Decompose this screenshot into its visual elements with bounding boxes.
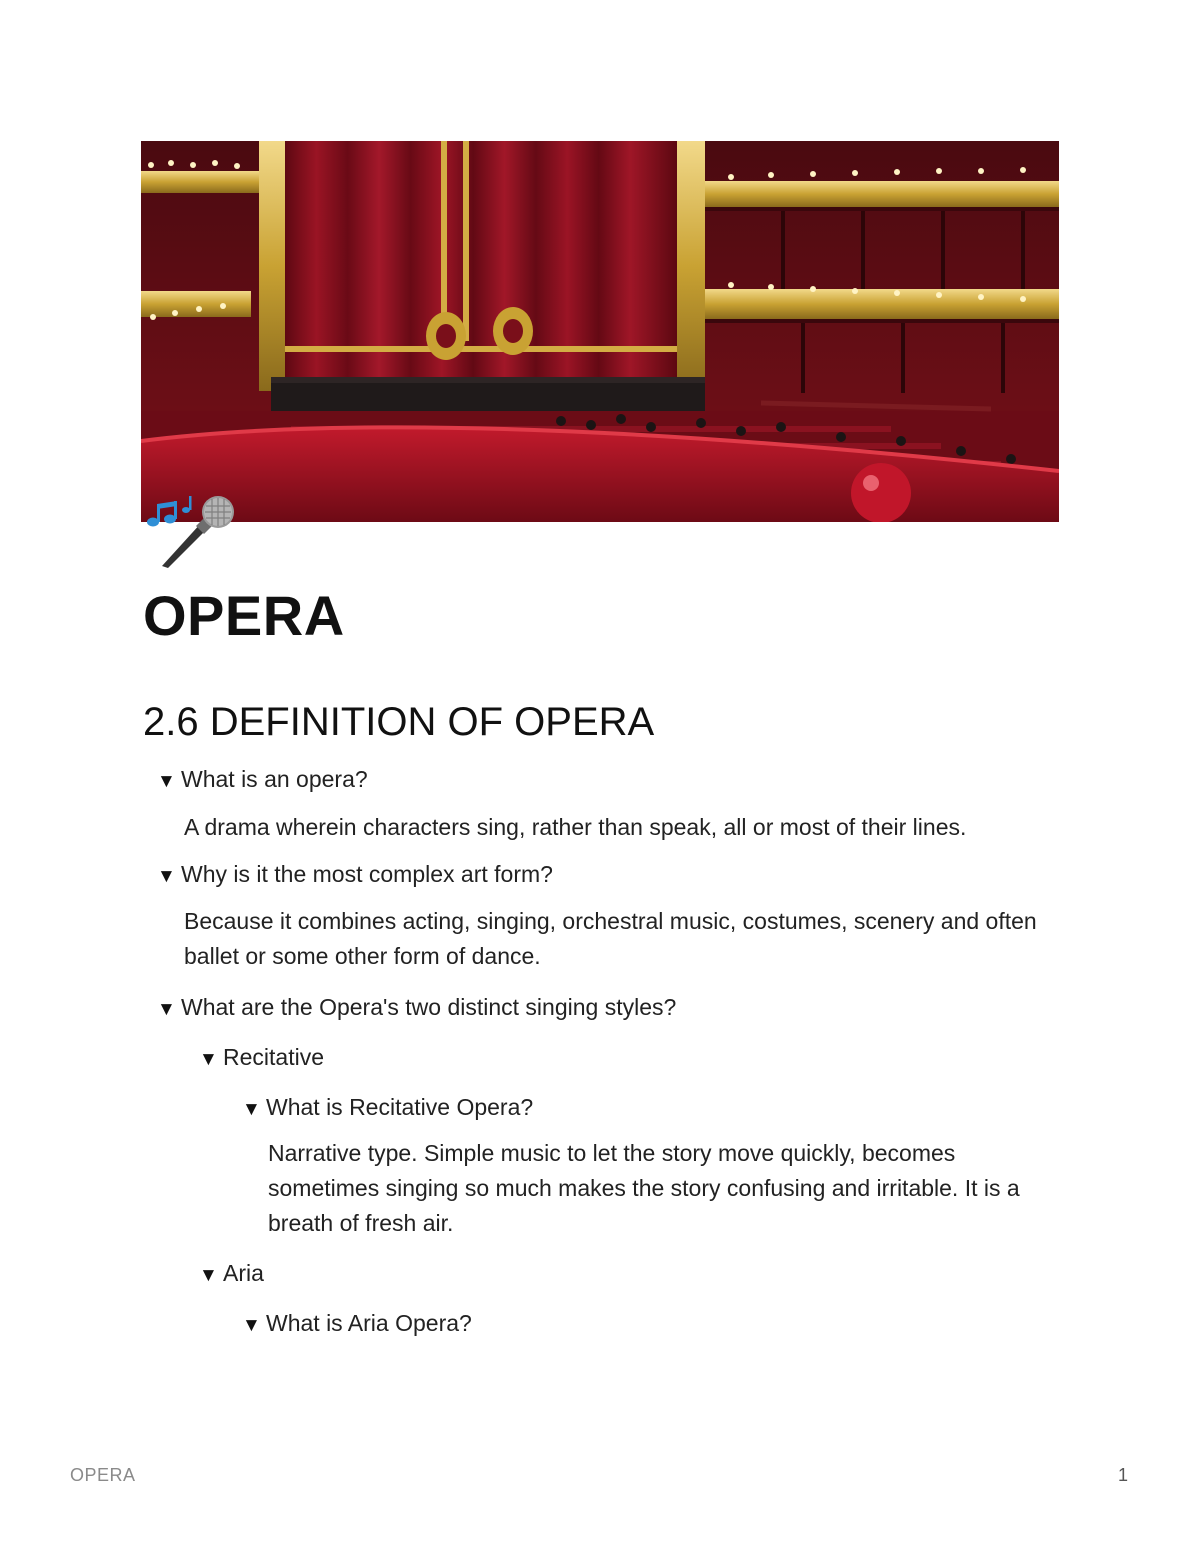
toggle-label: What is Aria Opera?: [266, 1310, 472, 1336]
toggle-answer: Narrative type. Simple music to let the story move quickly, becomes sometimes singing so much makes the story confusing and irritable. It is a breath of fresh air.: [268, 1140, 1020, 1236]
triangle-down-icon[interactable]: ▼: [199, 1049, 218, 1070]
toggle-what-is-recitative[interactable]: [242, 1090, 533, 1127]
toggle-label: What are the Opera's two distinct singing styles?: [181, 994, 677, 1020]
toggle-label: Aria: [223, 1260, 264, 1286]
triangle-down-icon[interactable]: ▼: [199, 1265, 218, 1286]
cover-image: [141, 141, 1059, 522]
toggle-answer: Because it combines acting, singing, orchestral music, costumes, scenery and often ballet or some other form of dance.: [184, 908, 1037, 969]
triangle-down-icon[interactable]: ▼: [157, 999, 176, 1020]
toggle-singing-styles[interactable]: [157, 990, 676, 1027]
toggle-label: What is Recitative Opera?: [266, 1094, 534, 1120]
footer-label: OPERA: [70, 1465, 136, 1485]
toggle-complex-art-form[interactable]: [157, 857, 553, 894]
triangle-down-icon[interactable]: ▼: [242, 1315, 261, 1336]
triangle-down-icon[interactable]: ▼: [242, 1099, 261, 1120]
toggle-recitative[interactable]: [199, 1040, 324, 1077]
toggle-label: Recitative: [223, 1044, 324, 1070]
triangle-down-icon[interactable]: ▼: [157, 771, 176, 792]
toggle-label: What is an opera?: [181, 766, 368, 792]
page-title: OPERA: [143, 584, 345, 647]
toggle-what-is-an-opera[interactable]: [157, 762, 368, 799]
toggle-aria[interactable]: [199, 1256, 264, 1293]
triangle-down-icon[interactable]: ▼: [157, 866, 176, 887]
toggle-label: Why is it the most complex art form?: [181, 861, 553, 887]
page-number: 1: [1117, 1465, 1128, 1485]
opera-house-illustration: [141, 141, 1059, 522]
toggle-what-is-aria[interactable]: [242, 1306, 472, 1343]
section-heading: 2.6 DEFINITION OF OPERA: [143, 700, 655, 744]
toggle-answer: A drama wherein characters sing, rather than speak, all or most of their lines.: [184, 814, 967, 840]
microphone-music-notes-icon: [142, 492, 238, 568]
